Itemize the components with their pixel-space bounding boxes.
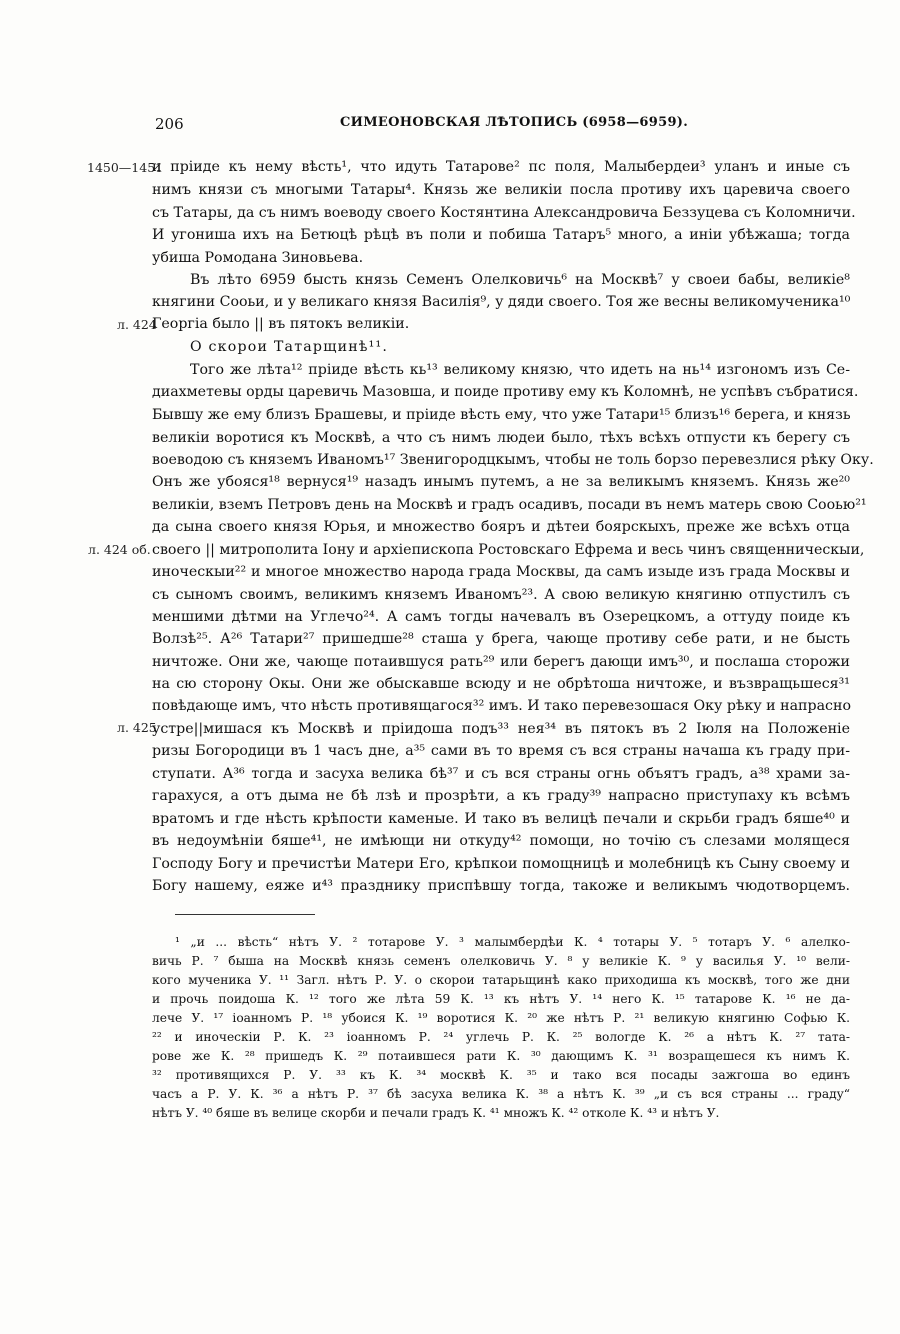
section-heading: О скорои Татарщинѣ¹¹. [190, 339, 389, 355]
text-line: да сына своего князя Юрья, и множество бояръ и дѣтеи боярскыхъ, преже же всѣхъ отца [152, 519, 850, 535]
footnote-line: кого мученика У. ¹¹ Загл. нѣтъ Р. У. о скорои татарьщинѣ како приходиша къ москвѣ, того же дни [152, 973, 850, 987]
text-line: ризы Богородици въ 1 часъ дне, а³⁵ сами въ то время съ вся страны начаша къ граду при- [152, 743, 850, 759]
footnote-line: и прочь поидоша К. ¹² того же лѣта 59 К. ¹³ къ нѣтъ У. ¹⁴ него К. ¹⁵ татарове К. ¹⁶ не да- [152, 992, 850, 1006]
text-line: повѣдающе имъ, что нѣсть противящагося³² имъ. И тако перевезошася Оку рѣку и напрасно [152, 698, 851, 714]
text-line: иноческыи²² и многое множество народа града Москвы, да самъ изыде изъ града Москвы и [152, 564, 850, 580]
text-line: убиша Ромодана Зиновьева. [152, 250, 364, 266]
text-line: Онъ же убояся¹⁸ вернуся¹⁹ назадъ инымъ путемъ, а не за великымъ княземъ. Князь же²⁰ [152, 474, 850, 490]
margin-note-folio: л. 425 [117, 720, 157, 735]
running-head [155, 115, 855, 137]
text-line: и пріиде къ нему вѣсть¹, что идуть Татарове² пс поля, Малыбердеи³ уланъ и иные съ [152, 159, 850, 175]
text-line: ступати. А³⁶ тогда и засуха велика бѣ³⁷ и съ вся страны огнь объятъ градъ, а³⁸ храми за- [152, 766, 850, 782]
text-line: устре||мишася къ Москвѣ и пріидоша подъ³³ нея³⁴ въ пятокъ въ 2 Іюля на Положеніе [152, 721, 850, 737]
text-line: въ недоумѣніи бяше⁴¹, не имѣющи ни откуду⁴² помощи, но точію съ слезами молящеся [152, 833, 850, 849]
text-line: Волзѣ²⁵. А²⁶ Татари²⁷ пришедше²⁸ сташа у брега, чающе противу себе рати, и не бысть [152, 631, 850, 647]
text-line: вратомъ и где нѣсть крѣпости каменые. И тако въ велицѣ печали и скрьби градъ бяше⁴⁰ и [152, 811, 850, 827]
text-line: своего || митрополита Іону и архіепископа Ростовскаго Ефрема и весь чинъ священническыи, [152, 542, 865, 558]
text-line: Того же лѣта¹² пріиде вѣсть кь¹³ великому князю, что идеть на нь¹⁴ изгономъ изъ Се- [190, 362, 850, 378]
footnote-line: лече У. ¹⁷ іоанномъ Р. ¹⁸ убоися К. ¹⁹ воротися К. ²⁰ же нѣтъ Р. ²¹ великую княгиню Софью К. [152, 1011, 850, 1025]
running-title: СИМЕОНОВСКАЯ ЛѢТОПИСЬ (6958—6959). [340, 115, 689, 130]
text-line: съ сыномъ своимъ, великимъ княземъ Иваномъ²³. А свою великую княгиню отпустилъ съ [152, 587, 850, 603]
margin-note-years: 1450—1451 [87, 160, 164, 175]
text-line: Въ лѣто 6959 бысть князь Семенъ Олелковичь⁶ на Москвѣ⁷ у своеи бабы, великіе⁸ [190, 272, 850, 288]
text-line: нимъ князи съ многыми Татары⁴. Князь же великіи посла противу ихъ царевича своего [152, 182, 850, 198]
text-line: великіи воротися къ Москвѣ, а что съ нимъ людеи было, тѣхъ всѣхъ отпусти къ берегу съ [152, 430, 850, 446]
text-line: меншими дѣтми на Углечо²⁴. А самъ тогды начевалъ въ Озерецкомъ, а оттуду поиде къ [152, 609, 850, 625]
text-line: И угониша ихъ на Бетюцѣ рѣцѣ въ поли и побиша Татаръ⁵ много, а иніи убѣжаша; тогда [152, 227, 850, 243]
text-line: Бывшу же ему близъ Брашевы, и пріиде вѣсть ему, что уже Татари¹⁵ близъ¹⁶ берега, и князь [152, 407, 851, 423]
margin-note-folio: л. 424 [117, 317, 157, 332]
footnote-line: ¹ „и ... вѣсть“ нѣтъ У. ² тотарове У. ³ малымбердѣи К. ⁴ тотары У. ⁵ тотаръ У. ⁶ алелко- [175, 935, 850, 949]
text-line: Богу нашему, еяже и⁴³ празднику приспѣвшу тогда, такоже и великымъ чюдотворцемъ. [152, 878, 850, 894]
text-line: Господу Богу и пречистѣи Матери Его, крѣпкои помощницѣ и молебницѣ къ Сыну своему и [152, 856, 850, 872]
footnote-line: вичь Р. ⁷ быша на Москвѣ князь семенъ олелковичь У. ⁸ у великіе К. ⁹ у василья У. ¹⁰ вели- [152, 954, 850, 968]
text-line: на сю сторону Окы. Они же обыскавше всюду и не обрѣтоша ничтоже, и възвращьшеся³¹ [152, 676, 850, 692]
text-line: гарахуся, а отъ дыма не бѣ лзѣ и прозрѣти, а къ граду³⁹ напрасно приступаху къ всѣмъ [152, 788, 850, 804]
text-line: воеводою съ княземъ Иваномъ¹⁷ Звенигородцкымъ, чтобы не толь борзо перевезлися рѣку Оку. [152, 452, 874, 468]
footnote-separator [175, 914, 315, 915]
text-line: съ Татары, да съ нимъ воеводу своего Костянтина Александровича Беззуцева съ Коломничи. [152, 205, 856, 221]
text-line: Георгіа было || въ пятокъ великіи. [152, 316, 410, 332]
text-line: великіи, вземъ Петровъ день на Москвѣ и градъ осадивъ, посади въ немъ матерь свою Сооью²¹ [152, 497, 867, 513]
footnote-line: рове же К. ²⁸ пришедъ К. ²⁹ потаившеся рати К. ³⁰ дающимъ К. ³¹ возращешеся къ нимъ К. [152, 1049, 850, 1063]
text-line: ничтоже. Они же, чающе потаившуся рать²⁹ или берегъ дающи имъ³⁰, и послаша сторожи [152, 654, 850, 670]
footnote-line: часъ а Р. У. К. ³⁶ а нѣтъ Р. ³⁷ бѣ засуха велика К. ³⁸ а нѣтъ К. ³⁹ „и съ вся страны ... граду“ [152, 1087, 850, 1101]
footnote-line: нѣтъ У. ⁴⁰ бяше въ велице скорби и печали градъ К. ⁴¹ множъ К. ⁴² отколе К. ⁴³ и нѣтъ У. [152, 1106, 720, 1120]
footnote-line: ³² противящихся Р. У. ³³ къ К. ³⁴ москвѣ К. ³⁵ и тако вся посады зажгоша во единъ [152, 1068, 850, 1082]
page-number: 206 [155, 115, 184, 133]
footnote-line: ²² и иноческіи Р. К. ²³ іоанномъ Р. ²⁴ углечь Р. К. ²⁵ вологде К. ²⁶ а нѣтъ К. ²⁷ тата- [152, 1030, 850, 1044]
text-line: диахметевы орды царевичь Мазовша, и поиде противу ему къ Коломнѣ, не успѣвъ събратися. [152, 384, 859, 400]
margin-note-folio: л. 424 об. [88, 542, 151, 557]
text-line: княгини Сооьи, и у великаго князя Василія⁹, у дяди своего. Тоя же весны великомученика¹⁰ [152, 294, 851, 310]
